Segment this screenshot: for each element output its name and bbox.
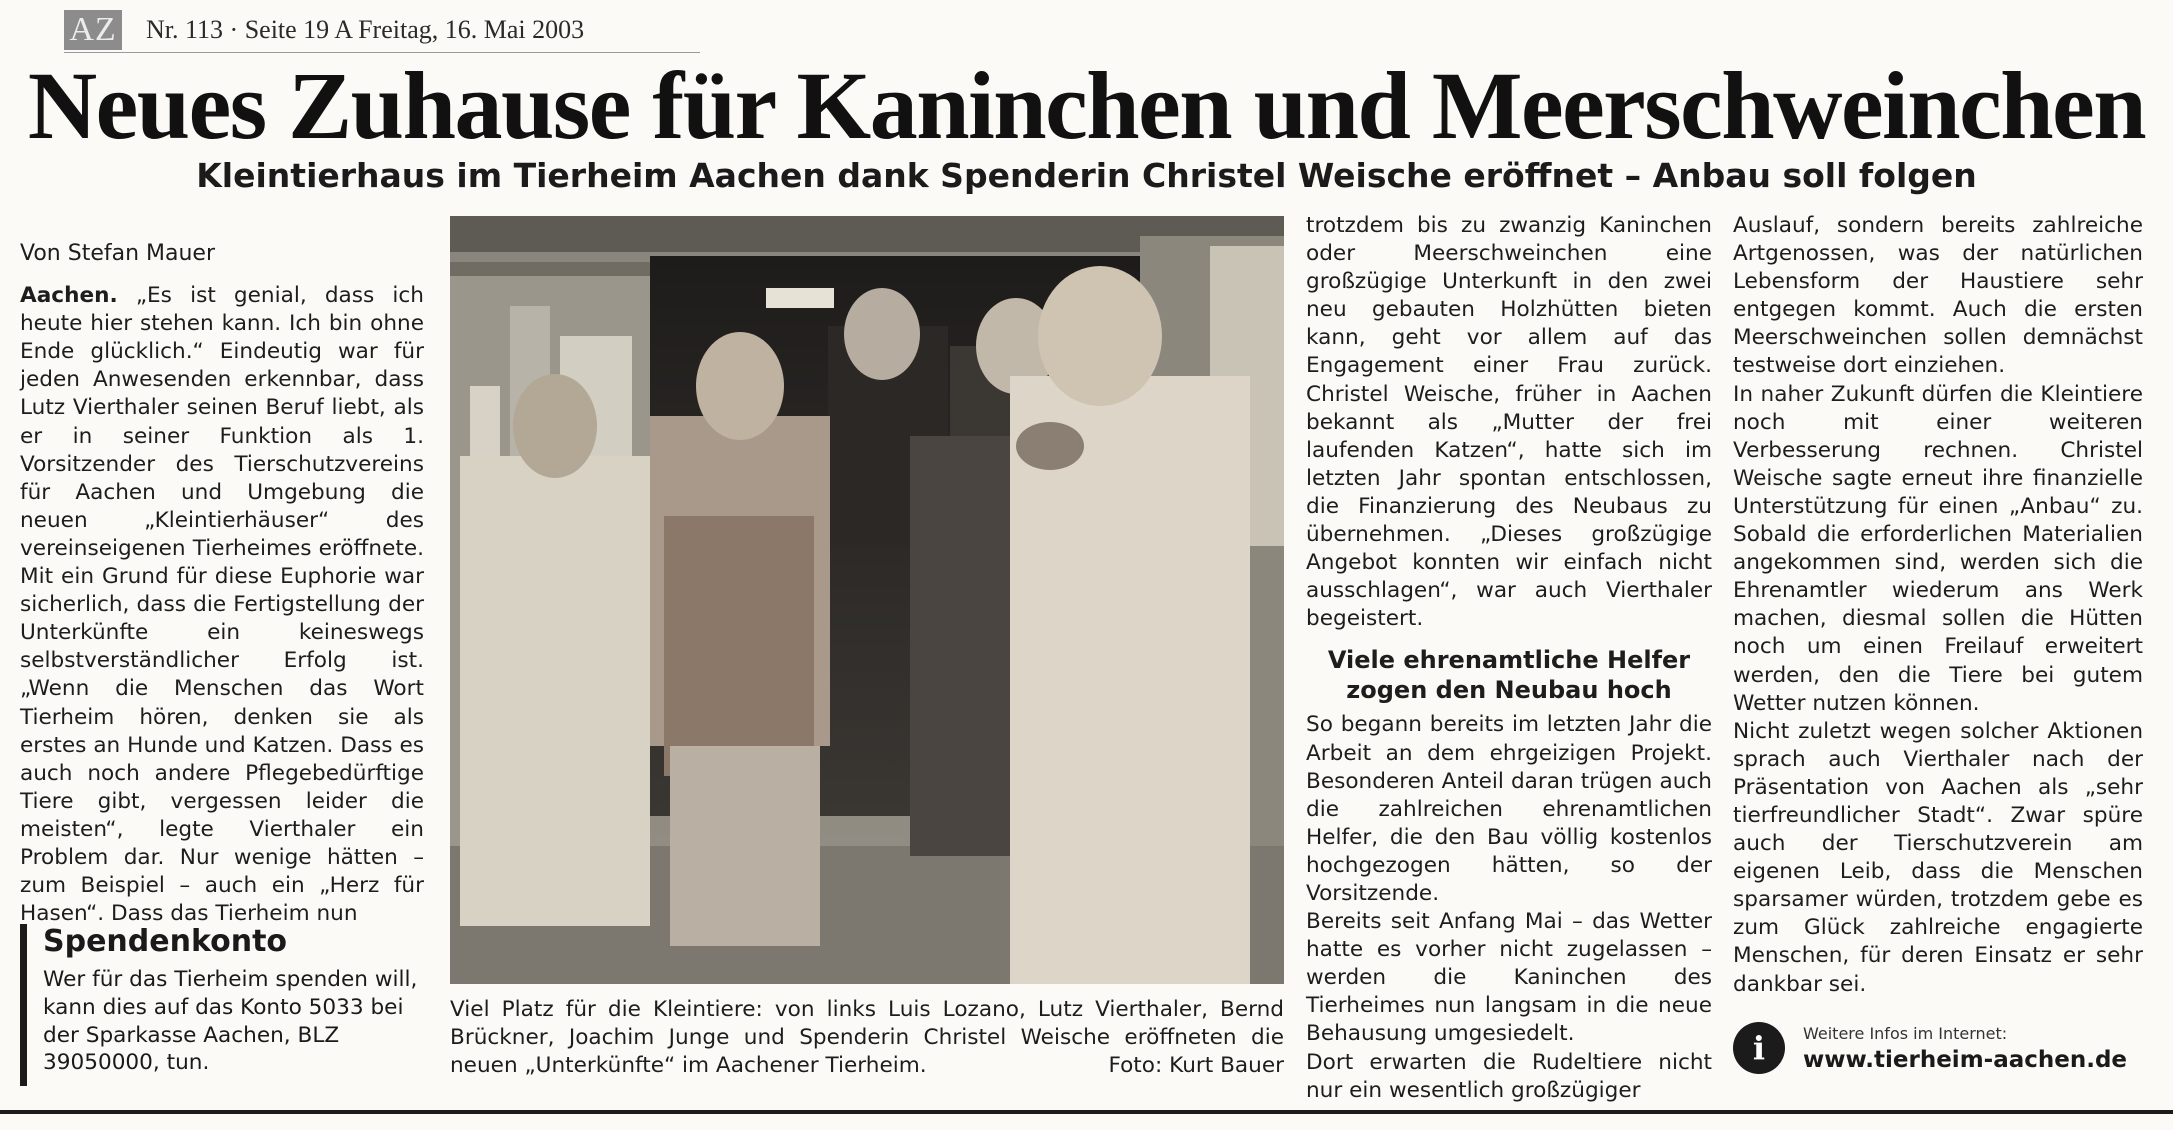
photo-credit: Foto: Kurt Bauer [1108, 1052, 1284, 1078]
byline: Von Stefan Mauer [20, 241, 216, 266]
paragraph: In naher Zukunft dürfen die Kleintiere noch mit einer weiteren Verbesserung rechnen. Christel Weische sagte erneut ihre finanzielle Unterstützung für einen „Anbau“ zu. Sobald die erforderlichen Materialien angekommen sind, werden sich die Ehrenamtler wiederum ans Werk machen, diesmal sollen die Hütten noch um einen Freilauf erweitert werden, den die Tiere bei gutem Wetter nutzen können. [1733, 381, 2143, 716]
paragraph: Bereits seit Anfang Mai – das Wetter hatte es vorher nicht zugelassen – werden die Kaninchen des Tierheimes nun langsam in die neue Behausung umgesiedelt. [1306, 909, 1712, 1047]
dateline: Aachen. [20, 283, 118, 309]
subheadline: Kleintierhaus im Tierheim Aachen dank Spenderin Christel Weische eröffnet – Anbau soll folgen [196, 156, 1977, 195]
info-label: Weitere Infos im Internet: [1803, 1023, 2008, 1043]
article-subhead: Viele ehrenamtliche Helfer zogen den Neubau hoch [1327, 646, 1691, 705]
paragraph: Nicht zuletzt wegen solcher Aktionen sprach auch Vierthaler nach der Präsentation von Aachen als „sehr tierfreundlicher Stadt“. Zwar spüre auch der Tierschutzverein am eigenen Leib, dass die Menschen sparsamer würden, trotzdem gebe es zum Glück zahlreiche engagierte Menschen, für deren Einsatz er sehr dankbar sei. [1733, 718, 2143, 997]
article-column-1 [20, 240, 424, 928]
paragraph: Auslauf, sondern bereits zahlreiche Artgenossen, was der natürlichen Lebensform der Haustiere sehr entgegen kommt. Auch die ersten Meerschweinchen sollen demnächst testweise dort einziehen. [1733, 213, 2143, 379]
donation-box-title: Spendenkonto [43, 924, 288, 959]
info-url: www.tierheim-aachen.de [1803, 1046, 2128, 1073]
article-column-3 [1306, 212, 1712, 1105]
info-box [1733, 1014, 2143, 1082]
caption-text: Viel Platz für die Kleintiere: von links Luis Lozano, Lutz Vierthaler, Bernd Brückner, Joachim Junge und Spenderin Christel Weische eröffneten die neuen „Unterkünfte“ im Aachener Tierheim. [450, 997, 1284, 1078]
article-photo [450, 216, 1284, 984]
newspaper-logo: AZ [64, 10, 122, 50]
bottom-rule [0, 1110, 2173, 1114]
lead-text: „Es ist genial, dass ich heute hier stehen kann. Ich bin ohne Ende glücklich.“ Eindeutig war für jeden Anwesenden erkennbar, dass Lutz Vierthaler seinen Beruf liebt, als er in seiner Funktion als 1. Vorsitzender des Tierschutzvereins für Aachen und Umgebung die neuen „Kleintierhäuser“ des vereinseigenen Tierheimes eröffnete. Mit ein Grund für diese Euphorie war sicherlich, dass die Fertigstellung der Unterkünfte ein keineswegs selbstverständlicher Erfolg ist. „Wenn die Menschen das Wort Tierheim hören, denken sie als erstes an Hunde und Katzen. Dass es auch noch andere Pflegebedürftige Tiere gibt, vergessen leider die meisten“, legte Vierthaler ein Problem dar. Nur wenige hätten – zum Beispiel – auch ein „Herz für Hasen“. Dass das Tierheim nun [20, 283, 424, 927]
info-icon: i [1733, 1022, 1785, 1074]
issue-info: Nr. 113 · Seite 19 A Freitag, 16. Mai 2003 [146, 15, 585, 44]
paragraph: trotzdem bis zu zwanzig Kaninchen oder Meerschweinchen eine großzügige Unterkunft in den zwei neu gebauten Holzhütten bieten kann, geht vor allem auf das Engagement einer Frau zurück. Christel Weische, früher in Aachen bekannt als „Mutter der frei laufenden Katzen“, hatte sich im letzten Jahr spontan entschlossen, die Finanzierung des Neubaus zu übernehmen. „Dieses großzügige Angebot konnten wir einfach nicht ausschlagen“, war auch Vierthaler begeistert. [1306, 213, 1712, 632]
masthead [64, 8, 700, 53]
donation-box [20, 924, 424, 1086]
headline: Neues Zuhause für Kaninchen und Meerschweinchen [27, 52, 2146, 159]
lead-paragraph [20, 282, 424, 928]
article-column-4 [1733, 212, 2143, 999]
paragraph: So begann bereits im letzten Jahr die Arbeit an dem ehrgeizigen Projekt. Besonderen Anteil daran trügen auch die zahlreichen ehrenamtlichen Helfer, die den Bau völlig kostenlos hochgezogen hätten, so der Vorsitzende. [1306, 712, 1712, 906]
photo-caption [450, 996, 1284, 1079]
donation-box-text: Wer für das Tierheim spenden will, kann dies auf das Konto 5033 bei der Sparkasse Aachen, BLZ 39050000, tun. [43, 967, 418, 1076]
paragraph: Dort erwarten die Rudeltiere nicht nur ein wesentlich großzügiger [1306, 1049, 1712, 1103]
